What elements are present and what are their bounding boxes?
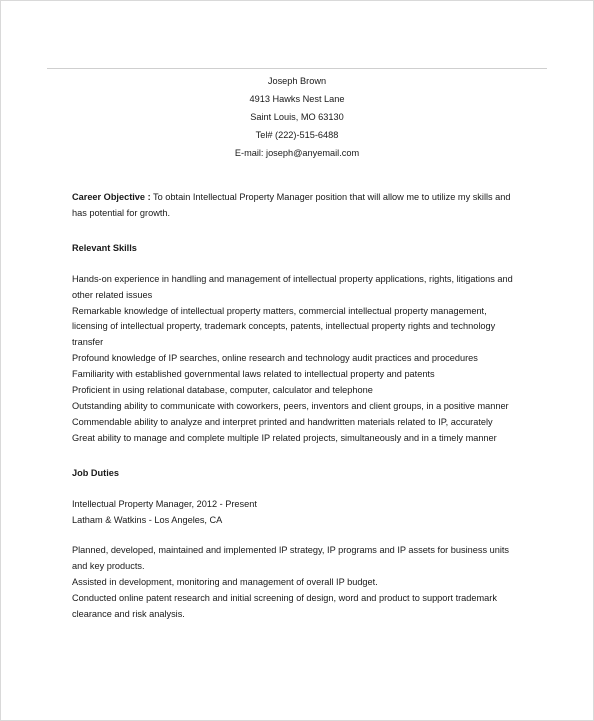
job-title: Intellectual Property Manager, 2012 - Present xyxy=(72,498,257,509)
skills-heading: Relevant Skills xyxy=(72,242,137,253)
career-objective-label: Career Objective : xyxy=(72,192,151,202)
duty-item: Planned, developed, maintained and implemented IP strategy, IP programs and IP assets for business units and key products. xyxy=(72,545,510,572)
top-divider xyxy=(47,68,547,69)
skill-item: Proficient in using relational database, computer, calculator and telephone xyxy=(72,385,373,396)
contact-email: E-mail: joseph@anyemail.com xyxy=(234,148,360,158)
employer: Latham & Watkins - Los Angeles, CA xyxy=(72,514,223,525)
skill-item: Profound knowledge of IP searches, online research and technology audit practices and procedures xyxy=(72,353,478,364)
contact-street: 4913 Hawks Nest Lane xyxy=(249,94,345,104)
skills-list xyxy=(72,272,522,447)
contact-name: Joseph Brown xyxy=(267,76,327,86)
skill-item: Outstanding ability to communicate with coworkers, peers, inventors and client groups, in a positive manner xyxy=(72,400,509,411)
duty-item: Assisted in development, monitoring and management of overall IP budget. xyxy=(72,577,378,588)
contact-phone: Tel# (222)-515-6488 xyxy=(255,130,339,140)
skill-item: Familiarity with established governmental laws related to intellectual property and patents xyxy=(72,369,435,380)
career-objective-text: To obtain Intellectual Property Manager position that will allow me to utilize my skills and has potential for growth. xyxy=(72,192,511,218)
contact-header xyxy=(0,72,594,162)
duties-list xyxy=(72,543,522,623)
contact-city: Saint Louis, MO 63130 xyxy=(250,112,344,122)
skill-item: Great ability to manage and complete multiple IP related projects, simultaneously and in a timely manner xyxy=(72,432,497,443)
skill-item: Hands-on experience in handling and management of intellectual property applications, rights, litigations and other related issues xyxy=(72,273,513,300)
skill-item: Remarkable knowledge of intellectual property matters, commercial intellectual property management, licensing of intellectual property, trademark concepts, patents, intellectual property rights and technology transfer xyxy=(72,305,496,348)
skill-item: Commendable ability to analyze and interpret printed and handwritten materials related to IP, accurately xyxy=(72,416,493,427)
duty-item: Conducted online patent research and initial screening of design, word and product to support trademark clearance and risk analysis. xyxy=(72,593,497,620)
resume-body xyxy=(72,190,522,623)
duties-heading: Job Duties xyxy=(72,467,119,478)
career-objective xyxy=(72,190,522,222)
